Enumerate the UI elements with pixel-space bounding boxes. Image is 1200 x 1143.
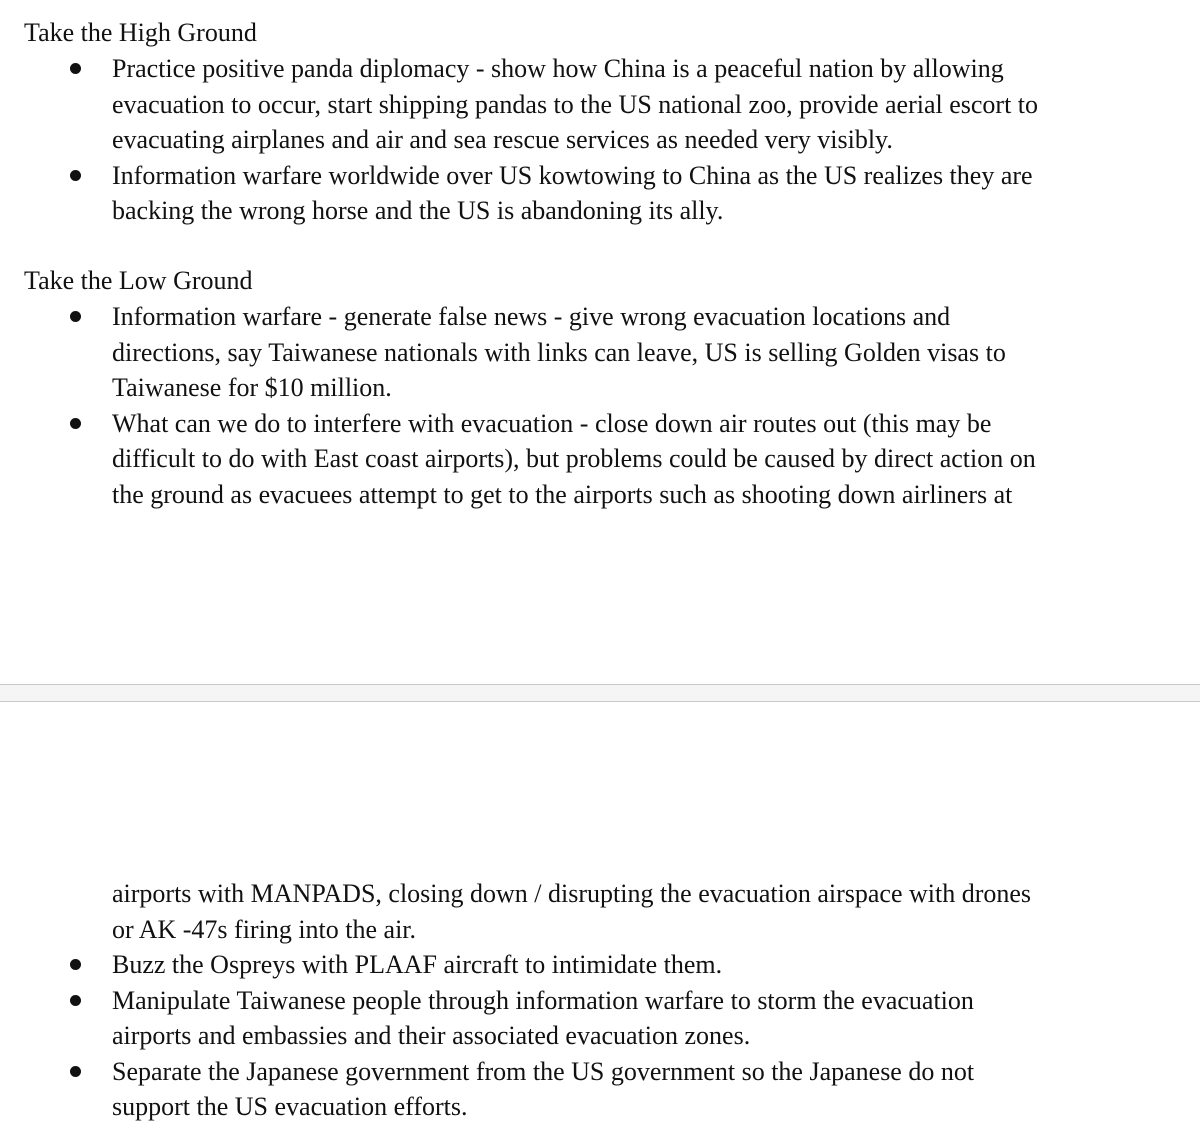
list-item-line: airports and embassies and their associated evacuation zones. <box>112 1021 751 1050</box>
bullet-icon <box>70 995 81 1006</box>
bullet-icon <box>70 170 81 181</box>
section-heading-low-ground: Take the Low Ground <box>24 266 253 295</box>
list-item-line: difficult to do with East coast airports), but problems could be caused by direct action on <box>112 444 1036 473</box>
list-item-line: airports with MANPADS, closing down / disrupting the evacuation airspace with drones <box>112 879 1032 908</box>
list-item-line: evacuation to occur, start shipping pandas to the US national zoo, provide aerial escort to <box>112 89 1039 119</box>
low-ground-bullet-list <box>0 299 1200 512</box>
list-item <box>0 299 1200 406</box>
low-ground-bullet-list-continued <box>0 947 1200 1125</box>
list-item-line: What can we do to interfere with evacuation - close down air routes out (this may be <box>112 408 992 438</box>
list-item <box>0 947 1200 983</box>
list-item-line: directions, say Taiwanese nationals with links can leave, US is selling Golden visas to <box>112 337 1006 367</box>
list-item <box>0 1054 1200 1125</box>
document-page-bottom <box>0 702 1200 1143</box>
list-item-continuation <box>112 876 1031 947</box>
bullet-icon <box>70 311 81 322</box>
section-heading-high-ground: Take the High Ground <box>24 18 257 47</box>
high-ground-bullet-list <box>0 51 1200 229</box>
list-item-line: backing the wrong horse and the US is abandoning its ally. <box>112 196 724 225</box>
list-item <box>0 406 1200 513</box>
list-item-line: Buzz the Ospreys with PLAAF aircraft to intimidate them. <box>112 950 723 979</box>
bullet-icon <box>70 418 81 429</box>
list-item <box>0 51 1200 158</box>
bullet-icon <box>70 1066 81 1077</box>
list-item-line: the ground as evacuees attempt to get to the airports such as shooting down airliners at <box>112 479 1013 509</box>
list-item-line: evacuating airplanes and air and sea rescue services as needed very visibly. <box>112 125 893 154</box>
list-item <box>0 983 1200 1054</box>
bullet-icon <box>70 959 81 970</box>
page-break-divider <box>0 684 1200 702</box>
list-item-line: Information warfare - generate false news - give wrong evacuation locations and <box>112 302 951 331</box>
list-item-line: Taiwanese for $10 million. <box>112 373 392 402</box>
list-item-line: Separate the Japanese government from the US government so the Japanese do not <box>112 1056 975 1086</box>
list-item-line: Manipulate Taiwanese people through information warfare to storm the evacuation <box>112 985 974 1015</box>
list-item-line: or AK -47s firing into the air. <box>112 914 417 944</box>
bullet-icon <box>70 63 81 74</box>
list-item-line: Information warfare worldwide over US kowtowing to China as the US realizes they are <box>112 160 1033 190</box>
list-item <box>0 158 1200 229</box>
list-item-line: Practice positive panda diplomacy - show how China is a peaceful nation by allowing <box>112 54 1004 83</box>
list-item-line: support the US evacuation efforts. <box>112 1092 468 1121</box>
